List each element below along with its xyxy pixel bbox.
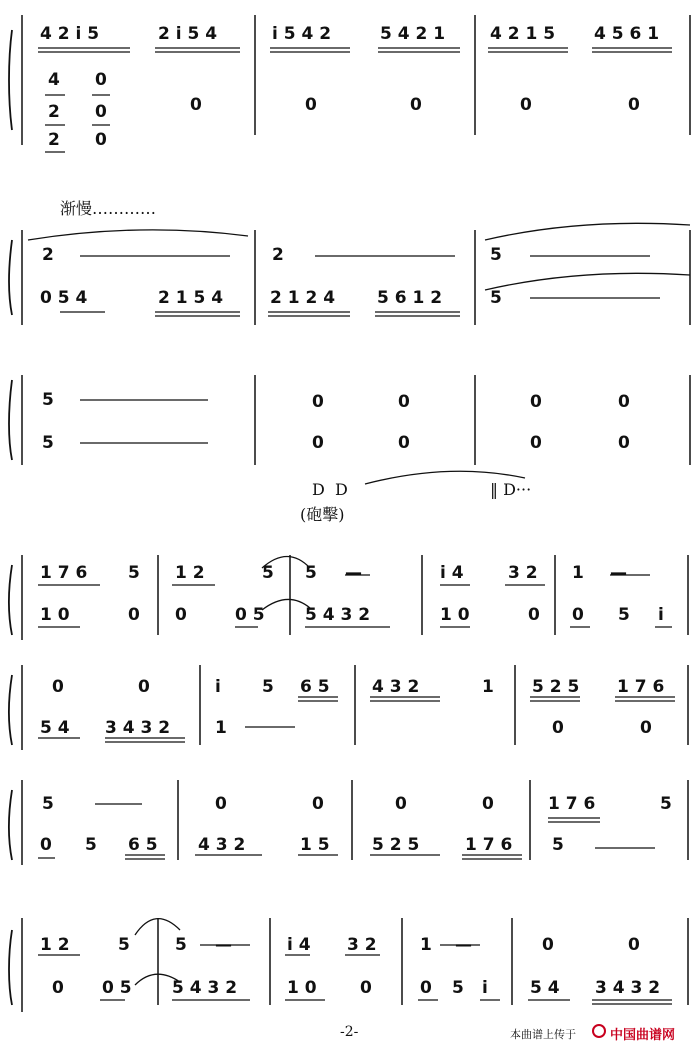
- note-group: 5 4 2 1: [380, 24, 446, 44]
- note-group: 1 0: [440, 605, 470, 625]
- percussion-label: (砲擊): [300, 505, 345, 524]
- note-group: 0 5 4: [40, 288, 88, 308]
- note-group: 0: [528, 605, 540, 625]
- note-group: 0: [520, 95, 532, 115]
- note-group: 0: [420, 978, 432, 998]
- system-3-lines: [9, 375, 690, 484]
- note-group: 0: [95, 130, 107, 150]
- note-group: 1 2: [40, 935, 70, 955]
- note-group: 2: [42, 245, 54, 265]
- note-group: 0: [482, 794, 494, 814]
- note-group: i: [658, 605, 664, 625]
- note-group: 0: [572, 605, 584, 625]
- note-group: —: [455, 935, 472, 955]
- note-group: 2 1 5 4: [158, 288, 224, 308]
- note-group: 5 2 5: [372, 835, 420, 855]
- note-group: 0: [395, 794, 407, 814]
- note-group: 0: [312, 433, 324, 453]
- note-group: 0: [95, 102, 107, 122]
- note-group: 0: [312, 794, 324, 814]
- note-group: 4 5 6 1: [594, 24, 660, 44]
- tempo-marking: 渐慢…………: [60, 199, 157, 218]
- note-group: 5: [490, 245, 502, 265]
- site-logo-icon: [592, 1024, 606, 1038]
- note-group: i: [215, 677, 221, 697]
- note-group: 0: [95, 70, 107, 90]
- note-group: 0: [305, 95, 317, 115]
- note-group: i 4: [440, 563, 464, 583]
- note-group: 0: [52, 978, 64, 998]
- note-group: 1 7 6: [617, 677, 665, 697]
- tie: [485, 273, 690, 290]
- note-group: 4: [48, 70, 60, 90]
- note-group: 2: [48, 102, 60, 122]
- note-group: 0: [640, 718, 652, 738]
- system-6-lines: [9, 780, 688, 865]
- note-group: 5: [42, 433, 54, 453]
- note-group: 0: [530, 433, 542, 453]
- note-group: 2: [48, 130, 60, 150]
- note-group: 6 5: [300, 677, 330, 697]
- note-group: i 4: [287, 935, 311, 955]
- note-group: 2 i 5 4: [158, 24, 218, 44]
- note-group: 5: [452, 978, 464, 998]
- note-group: 0: [628, 935, 640, 955]
- note-group: 5: [262, 563, 274, 583]
- note-group: 5: [305, 563, 317, 583]
- note-group: 0: [552, 718, 564, 738]
- note-group: 4 2 i 5: [40, 24, 100, 44]
- note-group: 1: [420, 935, 432, 955]
- note-group: 0: [628, 95, 640, 115]
- note-group: 0: [542, 935, 554, 955]
- percussion-marks-right: ‖ D···: [490, 480, 532, 499]
- note-group: 3 4 3 2: [595, 978, 661, 998]
- note-group: 2: [272, 245, 284, 265]
- note-group: 0: [40, 835, 52, 855]
- note-group: 4 3 2: [198, 835, 246, 855]
- note-group: 4 3 2: [372, 677, 420, 697]
- note-group: 0: [618, 433, 630, 453]
- note-group: 1 2: [175, 563, 205, 583]
- note-group: 6 5: [128, 835, 158, 855]
- note-group: 5: [262, 677, 274, 697]
- note-group: i: [482, 978, 488, 998]
- note-group: 0: [128, 605, 140, 625]
- percussion-marks-left: D D: [312, 480, 348, 499]
- note-group: —: [610, 563, 627, 583]
- note-group: 3 2: [347, 935, 377, 955]
- note-group: 0 5: [235, 605, 265, 625]
- note-group: 5: [552, 835, 564, 855]
- note-group: 1 7 6: [548, 794, 596, 814]
- note-group: 5: [490, 288, 502, 308]
- site-name: 中国曲谱网: [610, 1028, 676, 1043]
- note-group: 5: [175, 935, 187, 955]
- note-group: 2 1 2 4: [270, 288, 336, 308]
- note-group: 0: [175, 605, 187, 625]
- note-group: —: [215, 935, 232, 955]
- note-group: 0: [398, 392, 410, 412]
- note-group: 5 2 5: [532, 677, 580, 697]
- brace: [9, 30, 12, 130]
- note-group: 0: [398, 433, 410, 453]
- note-group: 5: [660, 794, 672, 814]
- note-group: 5 4 3 2: [172, 978, 238, 998]
- note-group: 0: [618, 392, 630, 412]
- note-group: 1: [572, 563, 584, 583]
- note-group: 5 6 1 2: [377, 288, 443, 308]
- system-1-lines: [9, 15, 690, 152]
- note-group: 0: [190, 95, 202, 115]
- note-group: —: [345, 563, 362, 583]
- note-group: 5: [128, 563, 140, 583]
- brace: [9, 240, 12, 315]
- note-group: 0: [360, 978, 372, 998]
- note-group: 5: [118, 935, 130, 955]
- note-group: 0: [52, 677, 64, 697]
- note-group: 5 4: [40, 718, 70, 738]
- note-group: 0: [410, 95, 422, 115]
- note-group: 5: [85, 835, 97, 855]
- note-group: 3 2: [508, 563, 538, 583]
- note-group: 3 4 3 2: [105, 718, 171, 738]
- note-group: 0: [312, 392, 324, 412]
- note-group: 1 0: [287, 978, 317, 998]
- page-number: -2-: [340, 1024, 359, 1040]
- note-group: 5 4 3 2: [305, 605, 371, 625]
- note-group: 1 7 6: [40, 563, 88, 583]
- note-group: 5: [42, 390, 54, 410]
- system-2-lines: [9, 223, 690, 325]
- tie: [485, 223, 690, 240]
- note-group: 1: [215, 718, 227, 738]
- note-group: 4 2 1 5: [490, 24, 556, 44]
- note-group: 0: [530, 392, 542, 412]
- note-group: 0: [138, 677, 150, 697]
- note-group: 1: [482, 677, 494, 697]
- note-group: 1 7 6: [465, 835, 513, 855]
- note-group: 5 4: [530, 978, 560, 998]
- note-group: 1 0: [40, 605, 70, 625]
- note-group: 5: [42, 794, 54, 814]
- note-group: 0: [215, 794, 227, 814]
- note-group: 0 5: [102, 978, 132, 998]
- note-group: i 5 4 2: [272, 24, 332, 44]
- note-group: 1 5: [300, 835, 330, 855]
- note-group: 5: [618, 605, 630, 625]
- tie: [28, 230, 248, 240]
- upload-note: 本曲谱上传于: [510, 1028, 576, 1041]
